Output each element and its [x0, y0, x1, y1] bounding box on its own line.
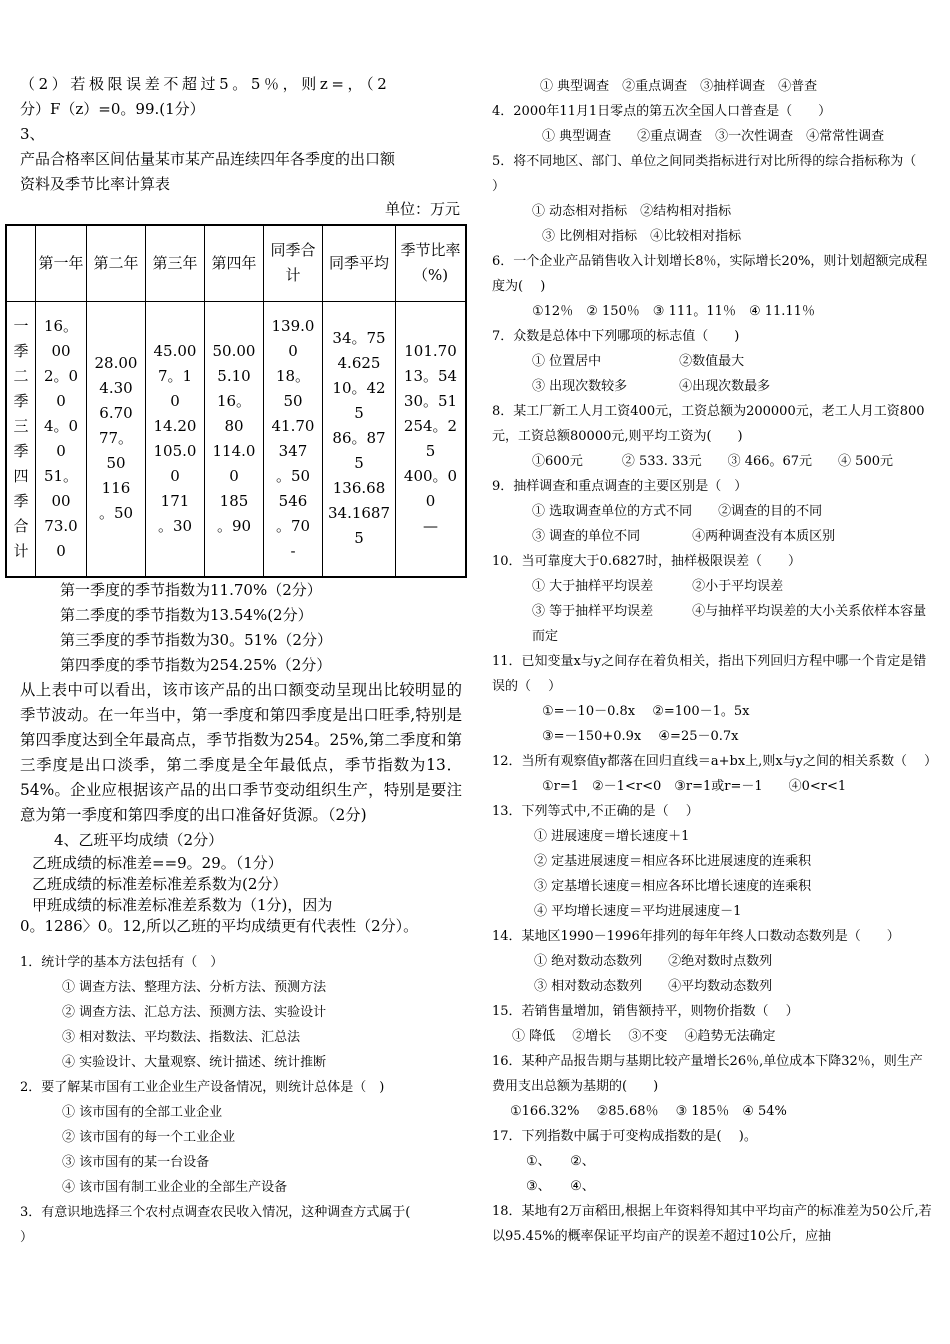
- q5-question: 5．将不同地区、部门、单位之间同类指标进行对比所得的综合指标称为（ ）: [492, 154, 934, 194]
- seasonal-index-2: 第二季度的季节指数为13.54%(2分）: [60, 606, 313, 624]
- seasonal-index-1: 第一季度的季节指数为11.70%（2分）: [60, 581, 322, 599]
- q16-question: 16．某种产品报告期与基期比较产量增长26％,单位成本下降32％，则生产费用支出总额为基期的( ): [492, 1054, 923, 1094]
- table-cell: 34。75 4.625 10。42 5 86。87 5 136.68 34.1687 5: [323, 301, 396, 577]
- table-header: 季节比率（%): [396, 225, 467, 301]
- q7-question: 7．众数是总体中下列哪项的标志值（ ): [492, 329, 740, 344]
- q17-question: 17．下列指数中属于可变构成指数的是( )。: [492, 1129, 757, 1144]
- left-column: [20, 72, 460, 222]
- mc2-question: 2．要了解某市国有工业企业生产设备情况，则统计总体是（ ): [20, 1080, 385, 1095]
- q16-options: ①166.32% ②85.68％ ③ 185％ ④ 54%: [510, 1104, 787, 1119]
- q12-question: 12．当所有观察值y都落在回归直线＝a+bx上,则x与y之间的相关系数（ ）: [492, 754, 938, 769]
- q7-option-2: ③ 出现次数较多 ④出现次数最多: [532, 379, 771, 394]
- q4-line-2: 乙班成绩的标准差标准差系数为(2分）: [32, 875, 288, 893]
- q10-question: 10．当可靠度大于0.6827时，抽样极限误差（ ）: [492, 554, 802, 569]
- table-header: 同季合计: [264, 225, 323, 301]
- mc2-option-2: ② 该市国有的每一个工业企业: [62, 1130, 236, 1145]
- table-header: 第四年: [205, 225, 264, 301]
- q7-option-1: ① 位置居中 ②数值最大: [532, 354, 745, 369]
- seasonal-index-3: 第三季度的季节指数为30。51%（2分）: [60, 631, 332, 649]
- table-header: [6, 225, 36, 301]
- q13-option-1: ① 进展速度＝增长速度＋1: [534, 829, 690, 844]
- table-header: 第三年: [146, 225, 205, 301]
- intro-line-2: 分）F（z）=0。99.(1分）: [20, 100, 205, 118]
- table-header: 同季平均: [323, 225, 396, 301]
- table-header-row: [6, 225, 466, 301]
- mc1-option-1: ① 调查方法、整理方法、分析方法、预测方法: [62, 980, 327, 995]
- q11-option-1: ①=－10－0.8x ②=100－1。5x: [542, 704, 750, 719]
- q3-options: ① 典型调查 ②重点调查 ③抽样调查 ④普查: [540, 79, 818, 94]
- q17-option-1: ①、 ②、: [526, 1154, 595, 1169]
- mc2-option-4: ④ 该市国有制工业企业的全部生产设备: [62, 1180, 288, 1195]
- table-cell: 16。 00 2。0 0 4。0 0 51。 00 73.0 0: [36, 301, 87, 577]
- unit-label: 单位：万元: [384, 200, 460, 218]
- q10-option-2: ③ 等于抽样平均误差 ④与抽样平均误差的大小关系依样本容量而定: [532, 604, 927, 644]
- q3-label: 3、: [20, 125, 45, 143]
- q4-title: 4、乙班平均成绩（2分）: [54, 831, 224, 849]
- q8-question: 8．某工厂新工人月工资400元，工资总额为200000元，老工人月工资800元，工资总额80000元,则平均工资为( ): [492, 404, 925, 444]
- q4-line-4: 0。1286〉0。12,所以乙班的平均成绩更有代表性（2分）。: [20, 917, 419, 935]
- table-row: [6, 301, 466, 577]
- table-cell: 101.70 13。54 30。51 254。2 5 400。0 0 —: [396, 301, 467, 577]
- q17-option-2: ③、 ④、: [526, 1179, 595, 1194]
- mc1-option-2: ② 调查方法、汇总方法、预测方法、实验设计: [62, 1005, 327, 1020]
- q14-option-1: ① 绝对数动态数列 ②绝对数时点数列: [534, 954, 773, 969]
- q9-option-1: ① 选取调查单位的方式不同 ②调查的目的不同: [532, 504, 823, 519]
- table-cell: 一 季 二 季 三 季 四 季 合 计: [6, 301, 36, 577]
- seasonal-index-4: 第四季度的季节指数为254.25%（2分）: [60, 656, 332, 674]
- q10-option-1: ① 大于抽样平均误差 ②小于平均误差: [532, 579, 784, 594]
- table-header: 第一年: [36, 225, 87, 301]
- q4-options: ① 典型调查 ②重点调查 ③一次性调查 ④常常性调查: [542, 129, 885, 144]
- intro-line-1: （2）若极限误差不超过5。5％，则z=，（2: [20, 75, 391, 93]
- mc-left-section: [20, 950, 460, 1250]
- q13-option-2: ② 定基进展速度＝相应各环比进展速度的连乘积: [534, 854, 812, 869]
- right-column: [492, 74, 938, 1249]
- q5-option-2: ③ 比例相对指标 ④比较相对指标: [542, 229, 742, 244]
- seasonal-table: [5, 224, 467, 578]
- q12-options: ①r=1 ②－1<r<0 ③r=1或r=－1 ④0<r<1: [542, 779, 847, 794]
- analysis-paragraph: 从上表中可以看出，该市该产品的出口额变动呈现出比较明显的季节波动。在一年当中，第一季度和第四季度是出口旺季,特别是第四季度达到全年最高点，季节指数为254。25%,第二季度和第三季度是出口淡季，第二季度是全年最低点，季节指数为13．54%。企业应根据该产品的出口季节变动组织生产，特别是要注意为第一季度和第四季度的出口准备好货源。（2分): [20, 681, 462, 824]
- q11-option-2: ③=－150+0.9x ④=25－0.7x: [542, 729, 739, 744]
- table-header: 第二年: [87, 225, 146, 301]
- q9-question: 9．抽样调查和重点调查的主要区别是（ ）: [492, 479, 748, 494]
- mc1-option-4: ④ 实验设计、大量观察、统计描述、统计推断: [62, 1055, 327, 1070]
- table-cell: 28.00 4.30 6.70 77。 50 116 。50: [87, 301, 146, 577]
- q4-line-1: 乙班成绩的标准差==9。29。（1分）: [32, 854, 283, 872]
- q13-option-3: ③ 定基增长速度＝相应各环比增长速度的连乘积: [534, 879, 812, 894]
- q15-question: 15．若销售量增加，销售额持平，则物价指数（ ）: [492, 1004, 799, 1019]
- table-cell: 50.00 5.10 16。 80 114.0 0 185 。90: [205, 301, 264, 577]
- q9-option-2: ③ 调查的单位不同 ④两种调查没有本质区别: [532, 529, 836, 544]
- q13-option-4: ④ 平均增长速度＝平均进展速度－1: [534, 904, 742, 919]
- analysis-section: [20, 578, 462, 937]
- q6-options: ①12％ ② 150％ ③ 111。11％ ④ 11.11％: [532, 304, 815, 319]
- q5-option-1: ① 动态相对指标 ②结构相对指标: [532, 204, 732, 219]
- q13-question: 13．下列等式中,不正确的是（ ）: [492, 804, 699, 819]
- mc1-option-3: ③ 相对数法、平均数法、指数法、汇总法: [62, 1030, 301, 1045]
- mc2-option-1: ① 该市国有的全部工业企业: [62, 1105, 223, 1120]
- mc2-option-3: ③ 该市国有的某一台设备: [62, 1155, 210, 1170]
- q14-option-2: ③ 相对数动态数列 ④平均数动态数列: [534, 979, 773, 994]
- mc3-question-end: ）: [20, 1230, 34, 1245]
- mc3-question: 3．有意识地选择三个农村点调查农民收入情况，这种调查方式属于(: [20, 1205, 411, 1220]
- q8-options: ①600元 ② 533. 33元 ③ 466。67元 ④ 500元: [532, 454, 893, 469]
- q18-question: 18．某地有2万亩稻田,根据上年资料得知其中平均亩产的标准差为50公斤,若以95.45%的概率保证平均亩产的误差不超过10公斤，应抽: [492, 1204, 932, 1244]
- q6-question: 6．一个企业产品销售收入计划增长8％，实际增长20%，则计划超额完成程度为( ): [492, 254, 928, 294]
- q3-title-1: 产品合格率区间估量某市某产品连续四年各季度的出口额: [20, 150, 396, 168]
- q3-title-2: 资料及季节比率计算表: [20, 175, 171, 193]
- q4-question: 4．2000年11月1日零点的第五次全国人口普查是（ ）: [492, 104, 832, 119]
- q4-line-3: 甲班成绩的标准差标准差系数为（1分)，因为: [32, 896, 333, 914]
- q14-question: 14．某地区1990－1996年排列的每年年终人口数动态数列是（ ）: [492, 929, 900, 944]
- q11-question: 11．已知变量x与y之间存在着负相关，指出下列回归方程中哪一个肯定是错误的（ ）: [492, 654, 927, 694]
- mc1-question: 1．统计学的基本方法包括有（ ）: [20, 955, 224, 970]
- table-cell: 45.00 7。1 0 14.20 105.0 0 171 。30: [146, 301, 205, 577]
- q15-options: ① 降低 ②增长 ③不变 ④趋势无法确定: [512, 1029, 776, 1044]
- table-cell: 139.0 0 18。 50 41.70 347 。50 546 。70 -: [264, 301, 323, 577]
